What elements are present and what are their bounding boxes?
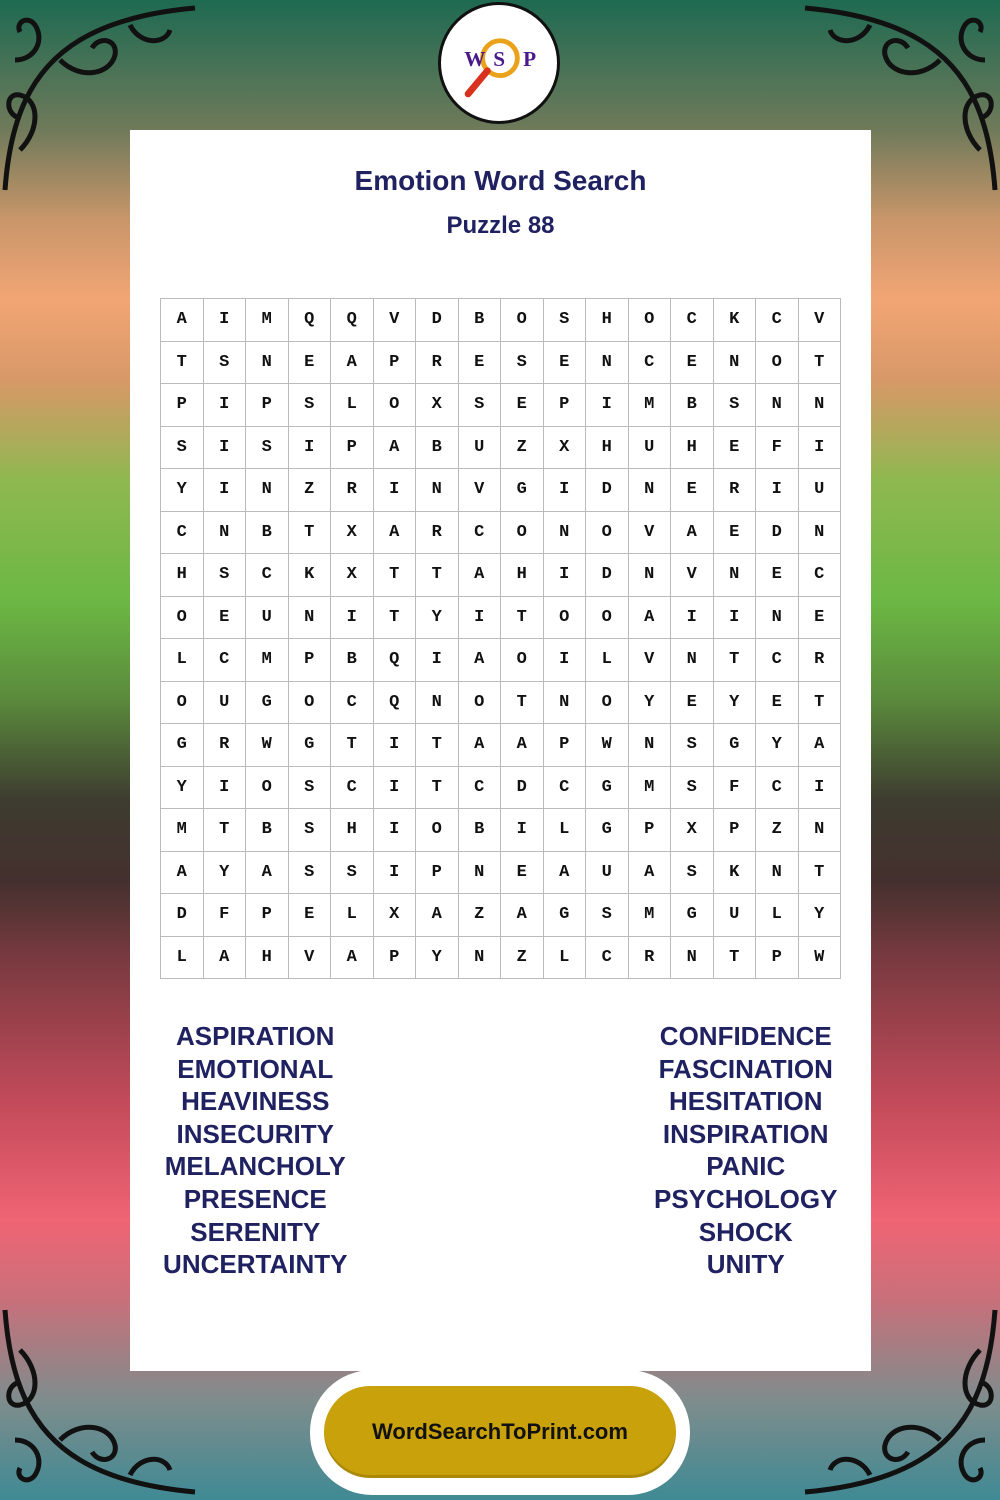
grid-cell[interactable]: A xyxy=(246,852,289,895)
grid-cell[interactable]: N xyxy=(799,809,842,852)
grid-cell[interactable]: A xyxy=(671,512,714,555)
grid-cell[interactable]: N xyxy=(756,597,799,640)
grid-cell[interactable]: U xyxy=(799,469,842,512)
grid-cell[interactable]: K xyxy=(289,554,332,597)
grid-cell[interactable]: V xyxy=(374,299,417,342)
grid-cell[interactable]: U xyxy=(714,894,757,937)
grid-cell[interactable]: T xyxy=(501,597,544,640)
grid-cell[interactable]: L xyxy=(331,384,374,427)
grid-cell[interactable]: S xyxy=(671,724,714,767)
grid-cell[interactable]: F xyxy=(756,427,799,470)
grid-cell[interactable]: A xyxy=(501,724,544,767)
word-item: CONFIDENCE xyxy=(659,1021,832,1051)
grid-cell[interactable]: I xyxy=(714,597,757,640)
grid-cell[interactable]: Y xyxy=(416,597,459,640)
puzzle-number: Puzzle 88 xyxy=(446,212,555,239)
grid-cell[interactable]: X xyxy=(374,894,417,937)
grid-cell[interactable]: Q xyxy=(374,639,417,682)
grid-cell[interactable]: N xyxy=(544,512,587,555)
grid-cell[interactable]: H xyxy=(331,809,374,852)
logo-letter-p: P xyxy=(523,46,537,71)
grid-cell[interactable]: B xyxy=(246,809,289,852)
grid-cell[interactable]: G xyxy=(501,469,544,512)
grid-cell[interactable]: E xyxy=(204,597,247,640)
grid-cell[interactable]: N xyxy=(416,682,459,725)
grid-cell[interactable]: X xyxy=(544,427,587,470)
grid-cell[interactable]: N xyxy=(246,469,289,512)
grid-cell[interactable]: G xyxy=(289,724,332,767)
grid-cell[interactable]: A xyxy=(544,852,587,895)
word-item: INSPIRATION xyxy=(662,1118,829,1149)
grid-cell[interactable]: T xyxy=(799,852,842,895)
grid-cell[interactable]: M xyxy=(629,384,672,427)
grid-cell[interactable]: O xyxy=(501,299,544,342)
logo-letter-s: S xyxy=(493,46,506,71)
grid-cell[interactable]: B xyxy=(246,512,289,555)
word-item: INSECURITY xyxy=(176,1118,334,1149)
grid-cell[interactable]: Y xyxy=(204,852,247,895)
grid-cell[interactable]: N xyxy=(459,937,502,980)
grid-cell[interactable]: X xyxy=(671,809,714,852)
magnifier-icon xyxy=(441,5,557,121)
site-logo[interactable] xyxy=(438,2,560,124)
grid-cell[interactable]: C xyxy=(756,639,799,682)
grid-cell[interactable]: V xyxy=(799,299,842,342)
grid-cell[interactable]: R xyxy=(629,937,672,980)
grid-cell[interactable]: L xyxy=(544,937,587,980)
grid-cell[interactable]: E xyxy=(289,894,332,937)
grid-cell[interactable]: O xyxy=(289,682,332,725)
grid-cell[interactable]: C xyxy=(671,299,714,342)
grid-cell[interactable]: A xyxy=(161,299,204,342)
grid-cell[interactable]: O xyxy=(586,512,629,555)
grid-cell[interactable]: M xyxy=(629,767,672,810)
grid-cell[interactable]: T xyxy=(374,554,417,597)
grid-cell[interactable]: I xyxy=(544,554,587,597)
grid-cell[interactable]: N xyxy=(459,852,502,895)
grid-cell[interactable]: B xyxy=(331,639,374,682)
grid-cell[interactable]: W xyxy=(246,724,289,767)
logo-letter-w: W xyxy=(464,46,486,71)
grid-cell[interactable]: E xyxy=(714,427,757,470)
grid-cell[interactable]: A xyxy=(459,639,502,682)
grid-cell[interactable]: Z xyxy=(756,809,799,852)
grid-cell[interactable]: O xyxy=(416,809,459,852)
grid-cell[interactable]: I xyxy=(204,427,247,470)
grid-cell[interactable]: O xyxy=(374,384,417,427)
grid-cell[interactable]: R xyxy=(416,512,459,555)
grid-cell[interactable]: V xyxy=(671,554,714,597)
grid-cell[interactable]: I xyxy=(331,597,374,640)
grid-cell[interactable]: V xyxy=(629,639,672,682)
grid-cell[interactable]: G xyxy=(246,682,289,725)
word-item: MELANCHOLY xyxy=(164,1151,346,1182)
grid-cell[interactable]: N xyxy=(586,342,629,385)
grid-cell[interactable]: T xyxy=(204,809,247,852)
grid-cell[interactable]: S xyxy=(544,299,587,342)
grid-cell[interactable]: T xyxy=(714,937,757,980)
grid-cell[interactable]: B xyxy=(459,809,502,852)
grid-cell[interactable]: L xyxy=(586,639,629,682)
grid-cell[interactable]: S xyxy=(714,384,757,427)
grid-cell[interactable]: Z xyxy=(501,937,544,980)
grid-cell[interactable]: I xyxy=(374,767,417,810)
grid-cell[interactable]: T xyxy=(714,639,757,682)
word-item: HEAVINESS xyxy=(181,1086,330,1117)
grid-cell[interactable]: N xyxy=(629,469,672,512)
grid-cell[interactable]: I xyxy=(204,767,247,810)
grid-cell[interactable]: Z xyxy=(289,469,332,512)
word-list-left xyxy=(70,1020,441,1281)
grid-cell[interactable]: E xyxy=(756,682,799,725)
grid-cell[interactable]: P xyxy=(289,639,332,682)
grid-cell[interactable]: T xyxy=(501,682,544,725)
grid-cell[interactable]: O xyxy=(629,299,672,342)
grid-cell[interactable]: H xyxy=(161,554,204,597)
grid-cell[interactable]: N xyxy=(289,597,332,640)
grid-cell[interactable]: X xyxy=(416,384,459,427)
grid-cell[interactable]: T xyxy=(416,767,459,810)
grid-cell[interactable]: R xyxy=(416,342,459,385)
grid-cell[interactable]: S xyxy=(501,342,544,385)
grid-cell[interactable]: C xyxy=(799,554,842,597)
word-item: PRESENCE xyxy=(183,1183,327,1214)
grid-cell[interactable]: P xyxy=(544,384,587,427)
grid-cell[interactable]: I xyxy=(459,597,502,640)
grid-cell[interactable]: P xyxy=(331,427,374,470)
grid-cell[interactable]: G xyxy=(586,809,629,852)
grid-cell[interactable]: I xyxy=(374,852,417,895)
grid-cell[interactable]: D xyxy=(756,512,799,555)
grid-cell[interactable]: E xyxy=(289,342,332,385)
grid-cell[interactable]: W xyxy=(799,937,842,980)
grid-cell[interactable]: N xyxy=(629,554,672,597)
grid-cell[interactable]: I xyxy=(374,724,417,767)
word-item: SHOCK xyxy=(698,1216,793,1247)
grid-cell[interactable]: S xyxy=(204,554,247,597)
grid-cell[interactable]: Y xyxy=(161,767,204,810)
grid-cell[interactable]: B xyxy=(671,384,714,427)
grid-cell[interactable]: T xyxy=(331,724,374,767)
grid-cell[interactable]: W xyxy=(586,724,629,767)
grid-cell[interactable]: S xyxy=(586,894,629,937)
grid-cell[interactable]: L xyxy=(544,809,587,852)
word-item: UNCERTAINTY xyxy=(163,1249,348,1280)
grid-cell[interactable]: R xyxy=(204,724,247,767)
grid-cell[interactable]: A xyxy=(331,937,374,980)
grid-cell[interactable]: H xyxy=(586,299,629,342)
grid-cell[interactable]: L xyxy=(756,894,799,937)
word-item: EMOTIONAL xyxy=(177,1053,334,1084)
grid-cell[interactable]: P xyxy=(756,937,799,980)
grid-cell[interactable]: C xyxy=(544,767,587,810)
grid-cell[interactable]: S xyxy=(161,427,204,470)
grid-cell[interactable]: I xyxy=(374,809,417,852)
grid-cell[interactable]: N xyxy=(714,342,757,385)
grid-cell[interactable]: Q xyxy=(331,299,374,342)
grid-cell[interactable]: S xyxy=(671,767,714,810)
grid-cell[interactable]: P xyxy=(629,809,672,852)
grid-cell[interactable]: T xyxy=(161,342,204,385)
grid-cell[interactable]: N xyxy=(544,682,587,725)
puzzle-panel xyxy=(130,130,871,1371)
grid-cell[interactable]: O xyxy=(544,597,587,640)
grid-cell[interactable]: Y xyxy=(161,469,204,512)
word-item: UNITY xyxy=(706,1249,785,1280)
letter-grid xyxy=(160,298,841,979)
grid-cell[interactable]: G xyxy=(586,767,629,810)
grid-cell[interactable]: T xyxy=(374,597,417,640)
grid-cell[interactable]: N xyxy=(799,512,842,555)
grid-cell[interactable]: S xyxy=(289,809,332,852)
grid-cell[interactable]: O xyxy=(459,682,502,725)
grid-cell[interactable]: Q xyxy=(289,299,332,342)
grid-cell[interactable]: Q xyxy=(374,682,417,725)
grid-cell[interactable]: O xyxy=(161,597,204,640)
grid-cell[interactable]: P xyxy=(161,384,204,427)
grid-cell[interactable]: L xyxy=(161,937,204,980)
grid-cell[interactable]: Y xyxy=(799,894,842,937)
grid-cell[interactable]: X xyxy=(331,512,374,555)
grid-cell[interactable]: U xyxy=(459,427,502,470)
grid-cell[interactable]: A xyxy=(331,342,374,385)
grid-cell[interactable]: R xyxy=(799,639,842,682)
grid-cell[interactable]: A xyxy=(459,724,502,767)
grid-cell[interactable]: M xyxy=(246,299,289,342)
grid-cell[interactable]: P xyxy=(544,724,587,767)
grid-cell[interactable]: S xyxy=(289,852,332,895)
word-item: PSYCHOLOGY xyxy=(654,1183,838,1214)
grid-cell[interactable]: H xyxy=(586,427,629,470)
grid-cell[interactable]: N xyxy=(756,852,799,895)
word-list-right xyxy=(561,1020,932,1281)
grid-cell[interactable]: I xyxy=(586,384,629,427)
grid-cell[interactable]: P xyxy=(416,852,459,895)
word-item: ASPIRATION xyxy=(176,1021,335,1051)
grid-cell[interactable]: Y xyxy=(629,682,672,725)
grid-cell[interactable]: L xyxy=(331,894,374,937)
grid-cell[interactable]: N xyxy=(756,384,799,427)
grid-cell[interactable]: C xyxy=(459,512,502,555)
grid-cell[interactable]: S xyxy=(204,342,247,385)
grid-cell[interactable]: A xyxy=(204,937,247,980)
grid-cell[interactable]: K xyxy=(714,852,757,895)
grid-cell[interactable]: I xyxy=(544,469,587,512)
grid-cell[interactable]: C xyxy=(586,937,629,980)
grid-cell[interactable]: F xyxy=(714,767,757,810)
grid-cell[interactable]: C xyxy=(204,639,247,682)
grid-cell[interactable]: D xyxy=(501,767,544,810)
grid-cell[interactable]: P xyxy=(246,894,289,937)
grid-cell[interactable]: G xyxy=(544,894,587,937)
grid-cell[interactable]: I xyxy=(204,299,247,342)
grid-cell[interactable]: T xyxy=(289,512,332,555)
grid-cell[interactable]: F xyxy=(204,894,247,937)
grid-cell[interactable]: Y xyxy=(714,682,757,725)
grid-cell[interactable]: D xyxy=(586,554,629,597)
grid-cell[interactable]: A xyxy=(501,894,544,937)
grid-cell[interactable]: S xyxy=(246,427,289,470)
grid-cell[interactable]: O xyxy=(161,682,204,725)
grid-cell[interactable]: H xyxy=(501,554,544,597)
grid-cell[interactable]: O xyxy=(501,639,544,682)
grid-cell[interactable]: A xyxy=(374,512,417,555)
grid-cell[interactable]: N xyxy=(799,384,842,427)
grid-cell[interactable]: G xyxy=(671,894,714,937)
grid-cell[interactable]: S xyxy=(289,384,332,427)
grid-cell[interactable]: C xyxy=(331,682,374,725)
grid-cell[interactable]: E xyxy=(714,512,757,555)
grid-cell[interactable]: B xyxy=(459,299,502,342)
grid-cell[interactable]: S xyxy=(331,852,374,895)
grid-cell[interactable]: A xyxy=(459,554,502,597)
grid-cell[interactable]: Z xyxy=(459,894,502,937)
grid-cell[interactable]: H xyxy=(246,937,289,980)
grid-cell[interactable]: O xyxy=(586,682,629,725)
grid-cell[interactable]: R xyxy=(331,469,374,512)
grid-cell[interactable]: C xyxy=(629,342,672,385)
grid-cell[interactable]: U xyxy=(586,852,629,895)
grid-cell[interactable]: C xyxy=(756,767,799,810)
grid-cell[interactable]: N xyxy=(246,342,289,385)
grid-cell[interactable]: P xyxy=(714,809,757,852)
grid-cell[interactable]: N xyxy=(671,937,714,980)
grid-cell[interactable]: C xyxy=(756,299,799,342)
grid-cell[interactable]: I xyxy=(799,427,842,470)
grid-cell[interactable]: S xyxy=(671,852,714,895)
grid-cell[interactable]: D xyxy=(416,299,459,342)
grid-cell[interactable]: K xyxy=(714,299,757,342)
grid-cell[interactable]: S xyxy=(459,384,502,427)
grid-cell[interactable]: A xyxy=(629,597,672,640)
grid-cell[interactable]: O xyxy=(756,342,799,385)
grid-cell[interactable]: I xyxy=(204,384,247,427)
word-item: SERENITY xyxy=(190,1216,321,1247)
grid-cell[interactable]: G xyxy=(161,724,204,767)
word-item: FASCINATION xyxy=(658,1053,833,1084)
grid-cell[interactable]: P xyxy=(374,937,417,980)
grid-cell[interactable]: D xyxy=(586,469,629,512)
grid-cell[interactable]: O xyxy=(586,597,629,640)
grid-cell[interactable]: U xyxy=(246,597,289,640)
grid-cell[interactable]: I xyxy=(204,469,247,512)
grid-cell[interactable]: E xyxy=(756,554,799,597)
grid-cell[interactable]: I xyxy=(756,469,799,512)
grid-cell[interactable]: C xyxy=(459,767,502,810)
grid-cell[interactable]: Z xyxy=(501,427,544,470)
grid-cell[interactable]: I xyxy=(799,767,842,810)
grid-cell[interactable]: V xyxy=(629,512,672,555)
grid-cell[interactable]: U xyxy=(204,682,247,725)
grid-cell[interactable]: O xyxy=(501,512,544,555)
grid-cell[interactable]: Y xyxy=(416,937,459,980)
grid-cell[interactable]: Y xyxy=(756,724,799,767)
grid-cell[interactable]: T xyxy=(799,682,842,725)
grid-cell[interactable]: V xyxy=(459,469,502,512)
grid-cell[interactable]: O xyxy=(246,767,289,810)
grid-cell[interactable]: R xyxy=(714,469,757,512)
grid-cell[interactable]: E xyxy=(501,384,544,427)
grid-cell[interactable]: T xyxy=(416,554,459,597)
grid-cell[interactable]: N xyxy=(671,639,714,682)
grid-cell[interactable]: A xyxy=(374,427,417,470)
grid-cell[interactable]: S xyxy=(289,767,332,810)
grid-cell[interactable]: L xyxy=(161,639,204,682)
website-link-button[interactable]: WordSearchToPrint.com xyxy=(324,1386,676,1478)
grid-cell[interactable]: C xyxy=(161,512,204,555)
grid-cell[interactable]: X xyxy=(331,554,374,597)
grid-cell[interactable]: N xyxy=(629,724,672,767)
grid-cell[interactable]: A xyxy=(799,724,842,767)
grid-cell[interactable]: G xyxy=(714,724,757,767)
word-list xyxy=(130,1020,871,1281)
grid-cell[interactable]: N xyxy=(416,469,459,512)
grid-cell[interactable]: A xyxy=(416,894,459,937)
grid-cell[interactable]: T xyxy=(416,724,459,767)
grid-cell[interactable]: D xyxy=(161,894,204,937)
grid-cell[interactable]: T xyxy=(799,342,842,385)
grid-cell[interactable]: E xyxy=(501,852,544,895)
grid-cell[interactable]: E xyxy=(459,342,502,385)
grid-cell[interactable]: C xyxy=(331,767,374,810)
grid-cell[interactable]: H xyxy=(671,427,714,470)
grid-cell[interactable]: B xyxy=(416,427,459,470)
grid-cell[interactable]: M xyxy=(629,894,672,937)
grid-cell[interactable]: I xyxy=(544,639,587,682)
grid-cell[interactable]: M xyxy=(246,639,289,682)
grid-cell[interactable]: P xyxy=(246,384,289,427)
word-item: HESITATION xyxy=(668,1086,823,1117)
grid-cell[interactable]: I xyxy=(289,427,332,470)
grid-cell[interactable]: N xyxy=(204,512,247,555)
grid-cell[interactable]: E xyxy=(799,597,842,640)
grid-cell[interactable]: E xyxy=(671,342,714,385)
grid-cell[interactable]: M xyxy=(161,809,204,852)
grid-cell[interactable]: A xyxy=(161,852,204,895)
grid-cell[interactable]: I xyxy=(501,809,544,852)
grid-cell[interactable]: P xyxy=(374,342,417,385)
puzzle-title: Emotion Word Search xyxy=(354,165,647,196)
grid-cell[interactable]: N xyxy=(714,554,757,597)
grid-cell[interactable]: I xyxy=(671,597,714,640)
grid-cell[interactable]: U xyxy=(629,427,672,470)
grid-cell[interactable]: E xyxy=(671,469,714,512)
grid-cell[interactable]: V xyxy=(289,937,332,980)
grid-cell[interactable]: C xyxy=(246,554,289,597)
grid-cell[interactable]: I xyxy=(374,469,417,512)
grid-cell[interactable]: E xyxy=(671,682,714,725)
grid-cell[interactable]: I xyxy=(416,639,459,682)
grid-cell[interactable]: E xyxy=(544,342,587,385)
word-item: PANIC xyxy=(706,1151,786,1182)
grid-cell[interactable]: A xyxy=(629,852,672,895)
